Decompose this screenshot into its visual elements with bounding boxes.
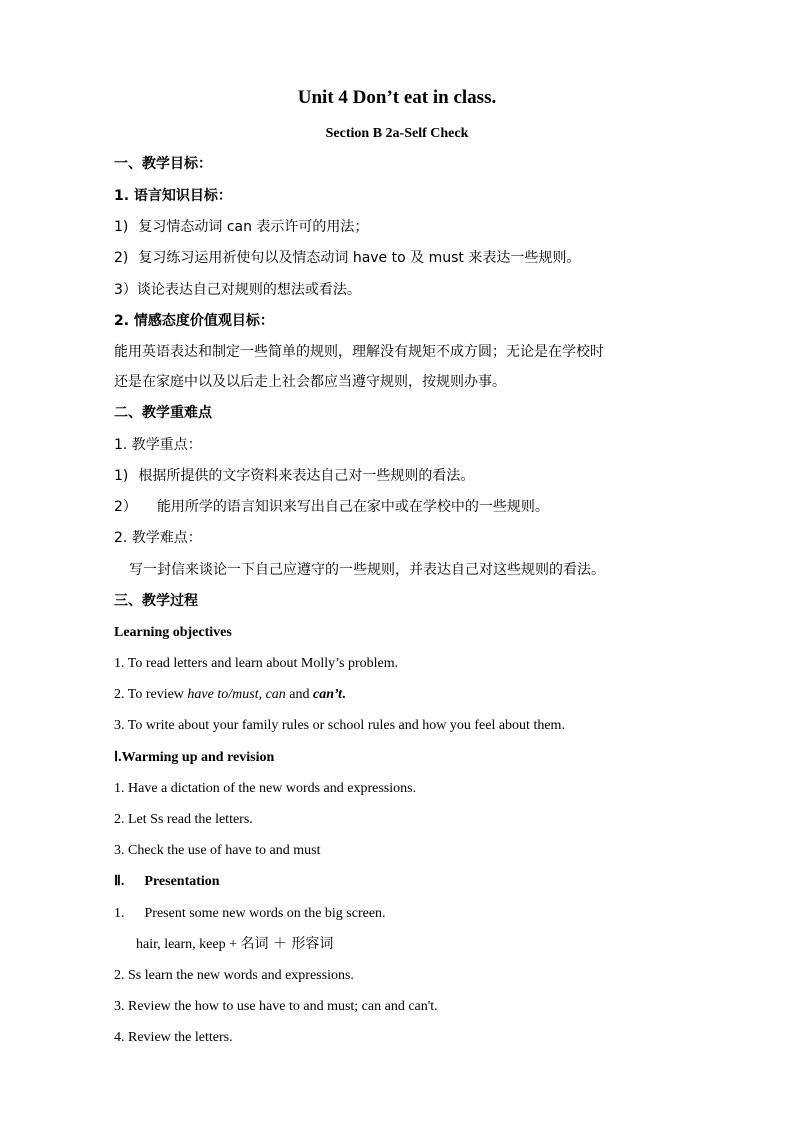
list-item-text: 根据所提供的文字资料来表达自己对一些规则的看法。 (138, 468, 475, 484)
roman-numeral: Ⅰ. (114, 750, 122, 765)
list-item-number: 2) (114, 250, 129, 266)
list-item: 3. Review the how to use have to and must; can and can't. (114, 999, 438, 1014)
list-item (114, 498, 549, 516)
list-item: 4. Review the letters. (114, 1030, 233, 1045)
subheading-difficulty: 2. 教学难点： (114, 530, 202, 546)
document-title: Unit 4 Don’t eat in class. (297, 87, 497, 108)
subheading-key-point: 1. 教学重点： (114, 437, 202, 453)
list-item-text: 复习情态动词 can 表示许可的用法； (138, 219, 369, 235)
paragraph-line: 还是在家庭中以及以后走上社会都应当遵守规则，按规则办事。 (114, 374, 506, 390)
list-item: 2. Ss learn the new words and expressions. (114, 968, 354, 983)
list-item-number: 1) (114, 219, 129, 235)
list-item-number: 1. (114, 906, 125, 921)
list-item: 3. To write about your family rules or school rules and how you feel about them. (114, 718, 565, 733)
list-item: 1. Have a dictation of the new words and expressions. (114, 781, 417, 796)
presentation-heading: Ⅱ. Presentation (114, 874, 220, 889)
list-item: 2. To review have to/must, can and can’t. (114, 687, 346, 702)
warming-up-heading: Ⅰ.Warming up and revision (114, 750, 275, 765)
section-heading-objectives: 一、教学目标： (114, 156, 212, 172)
subheading-language-knowledge: 1. 语言知识目标： (114, 188, 232, 204)
paragraph-line: 写一封信来谈论一下自己应遵守的一些规则，并表达自己对这些规则的看法。 (129, 562, 605, 578)
list-item (114, 218, 368, 236)
learning-objectives-heading: Learning objectives (114, 625, 232, 640)
list-item (114, 467, 474, 485)
list-item: 3）谈论表达自己对规则的想法或看法。 (114, 282, 361, 298)
list-item: 1. To read letters and learn about Molly’s problem. (114, 656, 399, 671)
section-heading-key-points: 二、教学重难点 (114, 405, 212, 421)
vocabulary-line: hair, learn, keep + 名词 ＋ 形容词 (136, 936, 334, 952)
section-heading-process: 三、教学过程 (114, 593, 198, 609)
list-item: 2. Let Ss read the letters. (114, 812, 253, 827)
paragraph-line: 能用英语表达和制定一些简单的规则，理解没有规矩不成方圆；无论是在学校时 (114, 344, 604, 360)
list-item-number: 1) (114, 468, 129, 484)
list-item (114, 905, 386, 923)
document-subtitle: Section B 2a-Self Check (325, 126, 469, 141)
list-item-text: 复习练习运用祈使句以及情态动词 have to 及 must 来表达一些规则。 (138, 250, 581, 266)
list-item: 3. Check the use of have to and must (114, 843, 321, 858)
list-item-text: Present some new words on the big screen. (144, 906, 386, 921)
list-item (114, 249, 580, 267)
list-item-number: 2） (114, 499, 137, 515)
subheading-values: 2. 情感态度价值观目标： (114, 313, 274, 329)
roman-numeral: Ⅱ. (114, 874, 125, 889)
list-item-text: 能用所学的语言知识来写出自己在家中或在学校中的一些规则。 (156, 499, 549, 515)
